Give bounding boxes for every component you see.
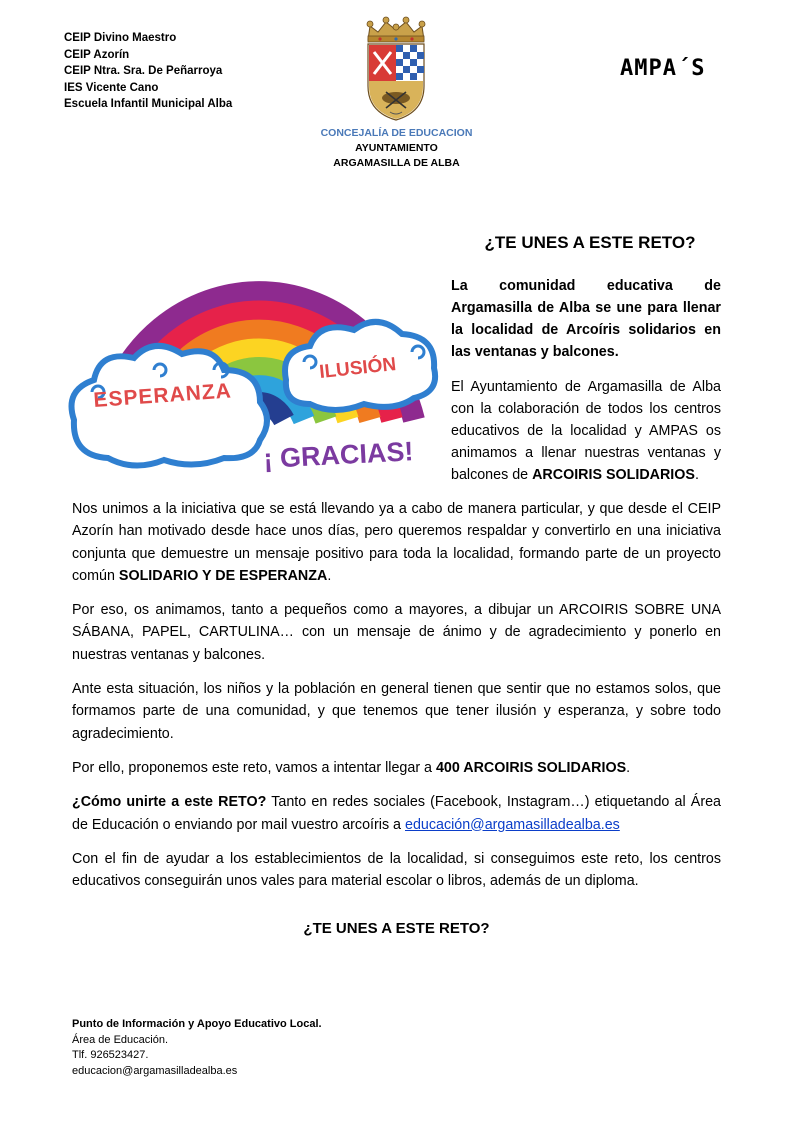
intro-text: El Ayuntamiento de Argamasilla de Alba con la colaboración de todos los centros educativos de la localidad y AMPAS os animamos a llenar nuestras ventanas y balcones de	[451, 379, 721, 483]
p1-text: Nos unimos a la iniciativa que se está llevando ya a cabo de manera particular, y que desde el CEIP Azorín han motivado desde hace unos días, pero queremos respaldar y convertirlo en una iniciativa conjunta que demuestre un mensaje positivo para toda la localidad, formando parte de un proyecto común	[72, 501, 721, 584]
intro-end: .	[694, 467, 699, 483]
intro-highlight: ARCOIRIS SOLIDARIOS	[532, 467, 695, 483]
coat-of-arms-icon	[360, 12, 432, 124]
p5-question: ¿Cómo unirte a este RETO?	[72, 794, 267, 811]
p1-end: .	[327, 567, 332, 584]
intro-bold-paragraph: La comunidad educativa de Argamasilla de Alba se une para llenar la localidad de Arcoíris solidarios en las ventanas y balcones.	[451, 278, 721, 360]
closing-title: ¿TE UNES A ESTE RETO?	[303, 920, 490, 937]
paragraph-4	[72, 757, 721, 779]
ayuntamiento-label: AYUNTAMIENTO	[355, 142, 438, 154]
school-name: Escuela Infantil Municipal Alba	[64, 98, 233, 110]
footer-line: Área de Educación.	[72, 1033, 169, 1046]
word-esperanza: ESPERANZA	[92, 379, 233, 412]
rainbow-illustration	[64, 220, 440, 478]
school-name: CEIP Ntra. Sra. De Peñarroya	[64, 65, 223, 77]
concejalia-label: CONCEJALÍA DE EDUCACION	[320, 127, 473, 139]
paragraph-5	[72, 791, 721, 836]
footer-contact	[72, 1017, 322, 1079]
p5-text: Tanto en redes sociales (Facebook, Instagram…) etiquetando al Área de Educación o enviando por mail vuestro arcoíris a	[72, 794, 721, 833]
paragraph-2: Por eso, os animamos, tanto a pequeños como a mayores, a dibujar un ARCOIRIS SOBRE UNA SÁBANA, PAPEL, CARTULINA… con un mensaje de ánimo y de agradecimiento y ponerlo en nuestras ventanas y balcones.	[72, 602, 721, 663]
footer-line: educacion@argamasilladealba.es	[72, 1064, 238, 1077]
paragraph-1	[72, 498, 721, 587]
schools-list	[64, 30, 232, 113]
school-name: CEIP Divino Maestro	[64, 32, 177, 44]
p4-highlight: 400 ARCOIRIS SOLIDARIOS	[435, 759, 627, 776]
school-name: IES Vicente Cano	[64, 81, 159, 94]
word-ilusion: ILUSIÓN	[318, 354, 398, 383]
school-name: CEIP Azorín	[64, 48, 130, 61]
ampas-logo: AMPA´S	[620, 56, 706, 81]
footer-line: Punto de Información y Apoyo Educativo Local.	[72, 1018, 322, 1030]
locality-label: ARGAMASILLA DE ALBA	[333, 157, 460, 169]
institution-block	[0, 126, 793, 171]
p4-text: Por ello, proponemos este reto, vamos a intentar llegar a	[72, 759, 432, 776]
body-text	[72, 498, 721, 904]
email-link[interactable]: educación@argamasilladealba.es	[405, 816, 620, 833]
p4-end: .	[626, 759, 631, 776]
footer-line: Tlf. 926523427.	[72, 1049, 149, 1061]
intro-paragraph	[451, 376, 721, 486]
p1-highlight: SOLIDARIO Y DE ESPERANZA	[118, 567, 328, 584]
paragraph-3: Ante esta situación, los niños y la población en general tienen que sentir que no estamos solos, que formamos parte de una comunidad, y que tenemos que tener ilusión y esperanza, y sobre todo agradecimiento.	[72, 681, 721, 742]
paragraph-6: Con el fin de ayudar a los establecimientos de la localidad, si conseguimos este reto, los centros educativos conseguirán unos vales para material escolar o libros, además de un diploma.	[72, 850, 721, 890]
word-gracias: ¡ GRACIAS!	[262, 436, 415, 474]
page-title: ¿TE UNES A ESTE RETO?	[484, 233, 696, 252]
